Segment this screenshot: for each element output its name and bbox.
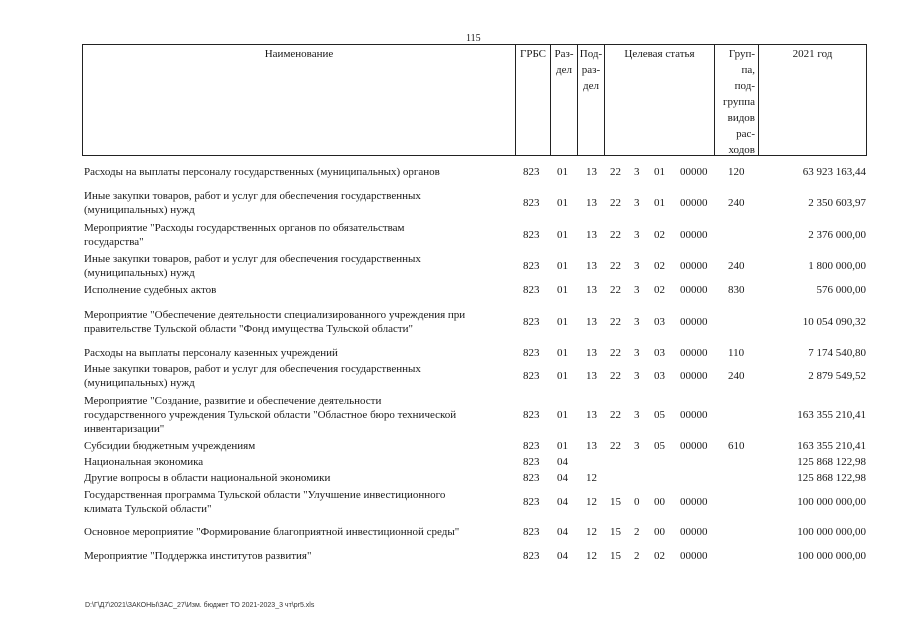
cell-razdel: 01 xyxy=(557,316,568,328)
cell-amount-2021: 576 000,00 xyxy=(816,284,866,296)
cell-target-direction: 00000 xyxy=(680,409,708,421)
cell-target-direction: 00000 xyxy=(680,550,708,562)
cell-razdel: 04 xyxy=(557,496,568,508)
cell-target-event: 00 xyxy=(654,496,665,508)
cell-target-event: 00 xyxy=(654,526,665,538)
cell-amount-2021: 163 355 210,41 xyxy=(797,440,866,452)
table-row xyxy=(84,525,866,539)
cell-razdel: 04 xyxy=(557,550,568,562)
cell-razdel: 04 xyxy=(557,456,568,468)
row-name: Мероприятие "Создание, развитие и обеспечение деятельности государственного учреждения Тульской области "Областное бюро технической инвентаризации" xyxy=(84,395,457,435)
cell-podrazdel: 13 xyxy=(586,166,597,178)
cell-amount-2021: 125 868 122,98 xyxy=(797,456,866,468)
cell-podrazdel: 13 xyxy=(586,316,597,328)
row-name: Государственная программа Тульской области "Улучшение инвестиционного климата Тульской области" xyxy=(84,489,446,515)
cell-target-event: 01 xyxy=(654,197,665,209)
cell-target-program: 15 xyxy=(610,550,621,562)
cell-target-subprogram: 3 xyxy=(634,409,640,421)
cell-target-direction: 00000 xyxy=(680,284,708,296)
cell-target-direction: 00000 xyxy=(680,526,708,538)
cell-target-subprogram: 3 xyxy=(634,260,640,272)
table-row xyxy=(84,439,866,453)
cell-target-event: 02 xyxy=(654,260,665,272)
cell-target-subprogram: 2 xyxy=(634,526,640,538)
cell-target-program: 22 xyxy=(610,197,621,209)
cell-target-subprogram: 3 xyxy=(634,229,640,241)
row-name: Иные закупки товаров, работ и услуг для обеспечения государственных (муниципальных) нужд xyxy=(84,190,421,216)
table-row xyxy=(84,549,866,563)
cell-target-program: 22 xyxy=(610,409,621,421)
row-name: Иные закупки товаров, работ и услуг для обеспечения государственных (муниципальных) нужд xyxy=(84,363,421,389)
cell-target-event: 01 xyxy=(654,166,665,178)
row-name: Основное мероприятие "Формирование благоприятной инвестиционной среды" xyxy=(84,526,460,538)
cell-expense-type: 830 xyxy=(728,284,745,296)
cell-podrazdel: 12 xyxy=(586,526,597,538)
row-name: Мероприятие "Поддержка институтов развития" xyxy=(84,550,312,562)
row-name: Субсидии бюджетным учреждениям xyxy=(84,440,256,452)
cell-target-direction: 00000 xyxy=(680,370,708,382)
row-name: Мероприятие "Обеспечение деятельности специализированного учреждения при правительстве Тульской области "Фонд имущества Тульской области" xyxy=(84,309,466,335)
row-name: Мероприятие "Расходы государственных органов по обязательствам государства" xyxy=(84,222,405,248)
cell-target-event: 05 xyxy=(654,409,665,421)
cell-target-program: 22 xyxy=(610,370,621,382)
file-path-footer: D:\Г\Д7\2021\ЗАКОНЫ\ЗАС_27\Изм. бюджет ТО 2021-2023_3 чт\pr5.xls xyxy=(85,602,315,609)
cell-grbs: 823 xyxy=(523,260,540,272)
row-name: Исполнение судебных актов xyxy=(84,284,217,296)
table-row xyxy=(84,283,866,297)
cell-expense-type: 240 xyxy=(728,260,745,272)
cell-razdel: 01 xyxy=(557,409,568,421)
cell-podrazdel: 13 xyxy=(586,347,597,359)
cell-grbs: 823 xyxy=(523,472,540,484)
table-row xyxy=(84,362,866,390)
cell-target-direction: 00000 xyxy=(680,197,708,209)
header-podrazdel: Под- раз- дел xyxy=(577,45,604,155)
cell-amount-2021: 63 923 163,44 xyxy=(802,166,866,178)
cell-podrazdel: 13 xyxy=(586,260,597,272)
cell-grbs: 823 xyxy=(523,526,540,538)
cell-razdel: 01 xyxy=(557,440,568,452)
cell-target-event: 02 xyxy=(654,284,665,296)
cell-grbs: 823 xyxy=(523,456,540,468)
cell-amount-2021: 125 868 122,98 xyxy=(797,472,866,484)
cell-razdel: 01 xyxy=(557,229,568,241)
table-row xyxy=(84,471,866,485)
header-grbs: ГРБС xyxy=(515,45,550,155)
cell-podrazdel: 13 xyxy=(586,409,597,421)
table-row xyxy=(84,165,866,179)
cell-podrazdel: 13 xyxy=(586,197,597,209)
cell-target-subprogram: 3 xyxy=(634,370,640,382)
cell-razdel: 01 xyxy=(557,370,568,382)
row-name: Иные закупки товаров, работ и услуг для обеспечения государственных (муниципальных) нужд xyxy=(84,253,421,279)
cell-grbs: 823 xyxy=(523,370,540,382)
cell-grbs: 823 xyxy=(523,409,540,421)
cell-target-program: 22 xyxy=(610,316,621,328)
cell-podrazdel: 13 xyxy=(586,440,597,452)
cell-target-event: 02 xyxy=(654,550,665,562)
cell-razdel: 01 xyxy=(557,284,568,296)
cell-target-event: 02 xyxy=(654,229,665,241)
table-row xyxy=(84,252,866,280)
cell-grbs: 823 xyxy=(523,550,540,562)
cell-razdel: 01 xyxy=(557,197,568,209)
cell-target-subprogram: 3 xyxy=(634,166,640,178)
cell-target-program: 22 xyxy=(610,284,621,296)
cell-grbs: 823 xyxy=(523,347,540,359)
cell-grbs: 823 xyxy=(523,316,540,328)
page-number: 115 xyxy=(466,33,481,44)
row-name: Расходы на выплаты персоналу казенных учреждений xyxy=(84,347,338,359)
cell-target-program: 22 xyxy=(610,229,621,241)
row-name: Национальная экономика xyxy=(84,456,204,468)
cell-target-event: 05 xyxy=(654,440,665,452)
cell-target-event: 03 xyxy=(654,370,665,382)
table-row xyxy=(84,455,866,469)
cell-razdel: 01 xyxy=(557,260,568,272)
row-name: Расходы на выплаты персоналу государственных (муниципальных) органов xyxy=(84,166,440,178)
cell-grbs: 823 xyxy=(523,496,540,508)
cell-podrazdel: 13 xyxy=(586,284,597,296)
cell-grbs: 823 xyxy=(523,284,540,296)
cell-target-program: 22 xyxy=(610,347,621,359)
cell-target-program: 15 xyxy=(610,496,621,508)
table-row xyxy=(84,394,866,436)
cell-amount-2021: 100 000 000,00 xyxy=(797,496,866,508)
cell-target-program: 22 xyxy=(610,260,621,272)
cell-razdel: 01 xyxy=(557,347,568,359)
cell-expense-type: 120 xyxy=(728,166,745,178)
cell-grbs: 823 xyxy=(523,197,540,209)
cell-razdel: 01 xyxy=(557,166,568,178)
table-row xyxy=(84,189,866,217)
cell-amount-2021: 100 000 000,00 xyxy=(797,550,866,562)
cell-target-program: 22 xyxy=(610,166,621,178)
cell-target-subprogram: 3 xyxy=(634,316,640,328)
header-name: Наименование xyxy=(82,45,515,155)
table-header xyxy=(82,44,867,156)
cell-amount-2021: 163 355 210,41 xyxy=(797,409,866,421)
row-name: Другие вопросы в области национальной экономики xyxy=(84,472,331,484)
cell-target-subprogram: 3 xyxy=(634,197,640,209)
cell-target-event: 03 xyxy=(654,347,665,359)
header-year-2021: 2021 год xyxy=(758,45,867,155)
cell-amount-2021: 7 174 540,80 xyxy=(808,347,866,359)
cell-target-direction: 00000 xyxy=(680,166,708,178)
cell-target-subprogram: 3 xyxy=(634,347,640,359)
cell-podrazdel: 12 xyxy=(586,472,597,484)
cell-razdel: 04 xyxy=(557,472,568,484)
cell-target-subprogram: 0 xyxy=(634,496,640,508)
cell-razdel: 04 xyxy=(557,526,568,538)
cell-podrazdel: 13 xyxy=(586,229,597,241)
table-row xyxy=(84,346,866,360)
cell-target-direction: 00000 xyxy=(680,496,708,508)
cell-expense-type: 110 xyxy=(728,347,745,359)
cell-grbs: 823 xyxy=(523,166,540,178)
cell-target-direction: 00000 xyxy=(680,260,708,272)
table-row xyxy=(84,488,866,516)
cell-grbs: 823 xyxy=(523,440,540,452)
header-razdel: Раз- дел xyxy=(550,45,577,155)
cell-amount-2021: 2 879 549,52 xyxy=(808,370,866,382)
header-target-article: Целевая статья xyxy=(604,45,714,155)
cell-target-direction: 00000 xyxy=(680,347,708,359)
cell-amount-2021: 2 376 000,00 xyxy=(808,229,866,241)
cell-target-direction: 00000 xyxy=(680,440,708,452)
cell-target-subprogram: 3 xyxy=(634,440,640,452)
cell-target-subprogram: 3 xyxy=(634,284,640,296)
cell-expense-type: 610 xyxy=(728,440,745,452)
cell-podrazdel: 12 xyxy=(586,496,597,508)
cell-expense-type: 240 xyxy=(728,370,745,382)
cell-podrazdel: 13 xyxy=(586,370,597,382)
cell-target-program: 15 xyxy=(610,526,621,538)
cell-expense-type: 240 xyxy=(728,197,745,209)
cell-grbs: 823 xyxy=(523,229,540,241)
cell-amount-2021: 10 054 090,32 xyxy=(802,316,866,328)
cell-target-program: 22 xyxy=(610,440,621,452)
header-expense-group: Груп- па, под- группа видов рас- ходов xyxy=(714,45,758,155)
cell-podrazdel: 12 xyxy=(586,550,597,562)
cell-target-event: 03 xyxy=(654,316,665,328)
cell-amount-2021: 100 000 000,00 xyxy=(797,526,866,538)
table-row xyxy=(84,221,866,249)
cell-amount-2021: 1 800 000,00 xyxy=(808,260,866,272)
cell-target-subprogram: 2 xyxy=(634,550,640,562)
cell-target-direction: 00000 xyxy=(680,229,708,241)
cell-target-direction: 00000 xyxy=(680,316,708,328)
cell-amount-2021: 2 350 603,97 xyxy=(808,197,866,209)
table-row xyxy=(84,308,866,336)
